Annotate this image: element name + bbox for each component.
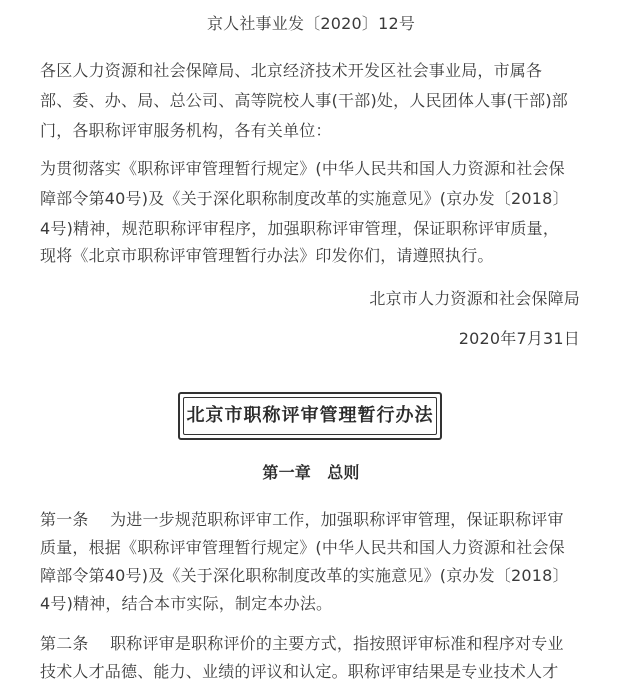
body-line-2: 障部令第40号)及《关于深化职称制度改革的实施意见》(京办发〔2018〕	[40, 189, 569, 208]
article-1-line-4: 4号)精神，结合本市实际，制定本办法。	[40, 594, 333, 613]
article-1-line-3: 障部令第40号)及《关于深化职称制度改革的实施意见》(京办发〔2018〕	[40, 566, 569, 585]
recipients-line-2: 部、委、办、局、总公司、高等院校人事(干部)处，人民团体人事(干部)部	[40, 91, 568, 110]
issue-date: 2020年7月31日	[458, 329, 580, 348]
regulation-title: 北京市职称评审管理暂行办法	[186, 405, 434, 426]
body-line-4: 现将《北京市职称评审管理暂行办法》印发你们，请遵照执行。	[40, 246, 494, 265]
article-1-line-1: 第一条 为进一步规范职称评审工作，加强职称评审管理，保证职称评审	[40, 510, 564, 529]
article-2-line-2: 技术人才品德、能力、业绩的评议和认定。职称评审结果是专业技术人才	[40, 662, 559, 681]
recipients-line-1: 各区人力资源和社会保障局、北京经济技术开发区社会事业局，市属各	[40, 61, 543, 80]
article-2-line-1: 第二条 职称评审是职称评价的主要方式，指按照评审标准和程序对专业	[40, 634, 564, 653]
chapter-heading: 第一章 总则	[262, 463, 360, 482]
body-line-1: 为贯彻落实《职称评审管理暂行规定》(中华人民共和国人力资源和社会保	[40, 159, 565, 178]
regulation-title-box	[178, 392, 442, 440]
article-1-line-2: 质量，根据《职称评审管理暂行规定》(中华人民共和国人力资源和社会保	[40, 538, 565, 557]
body-line-3: 4号)精神，规范职称评审程序，加强职称评审管理，保证职称评审质量，	[40, 219, 560, 238]
recipients-line-3: 门，各职称评审服务机构，各有关单位：	[40, 121, 332, 140]
issuer: 北京市人力资源和社会保障局	[369, 289, 580, 308]
document-number: 京人社事业发〔2020〕12号	[206, 14, 416, 33]
